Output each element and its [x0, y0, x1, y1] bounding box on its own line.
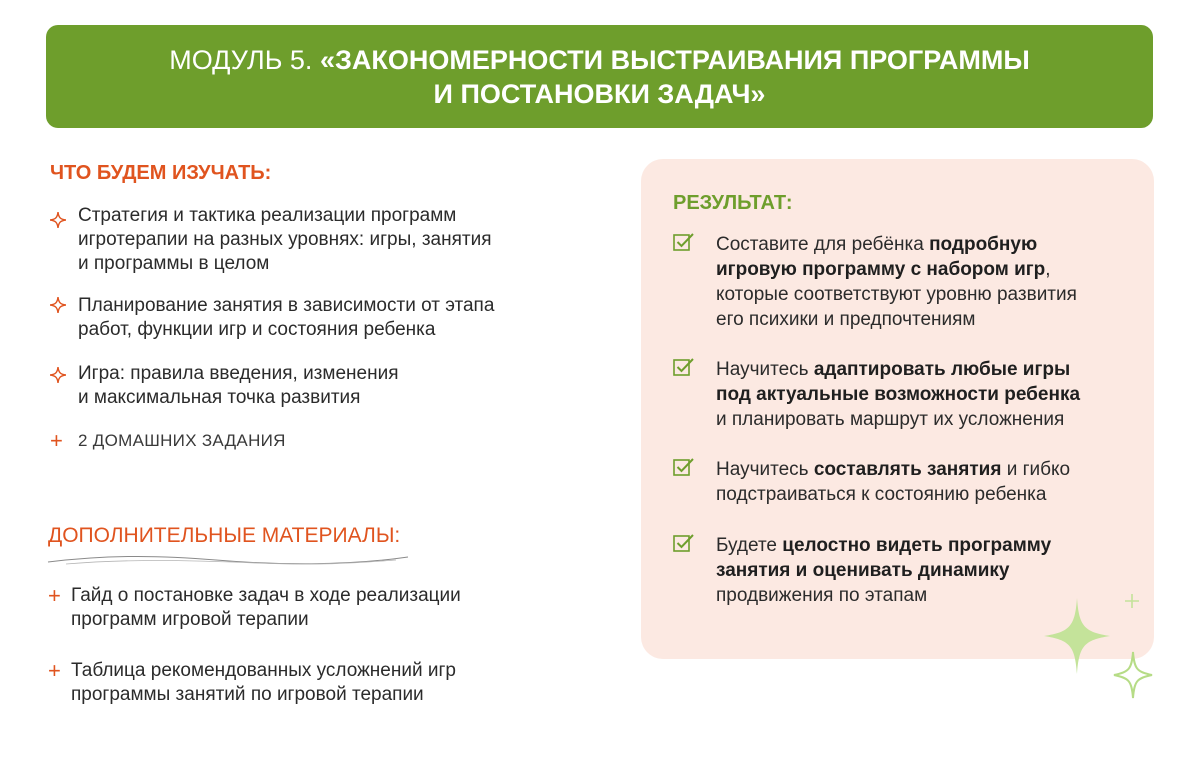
result-item-2-bold-2: под актуальные возможности ребенка: [716, 384, 1081, 405]
extra-item-1: [71, 584, 461, 632]
result-item-3: [716, 457, 1146, 507]
learn-item-3-line-1: Игра: правила введения, изменения: [78, 363, 399, 384]
learn-item-2-line-1: Планирование занятия в зависимости от этапа: [78, 295, 495, 316]
result-item-4: [716, 533, 1146, 608]
checkbox-checked-icon: [673, 232, 695, 252]
checkbox-checked-icon: [673, 357, 695, 377]
homework-count: 2 ДОМАШНИХ ЗАДАНИЯ: [78, 431, 286, 450]
checkbox-checked-icon: [673, 533, 695, 553]
result-item-3-text-1: Научитесь: [716, 459, 814, 480]
banner-title-1: «ЗАКОНОМЕРНОСТИ ВЫСТРАИВАНИЯ ПРОГРАММЫ: [319, 44, 1030, 75]
result-item-4-bold-1: целостно видеть программу: [782, 535, 1052, 556]
result-item-4-text-1: Будете: [716, 535, 783, 556]
small-plus-sparkle-icon: [1124, 593, 1140, 609]
result-item-4-bold-2: занятия и оценивать динамику: [716, 560, 1010, 581]
extra-item-2: [71, 659, 456, 707]
result-item-2-text-1: Научитесь: [716, 359, 814, 380]
result-item-2-bold-1: адаптировать любые игры: [813, 359, 1071, 380]
learn-heading: ЧТО БУДЕМ ИЗУЧАТЬ:: [50, 162, 272, 184]
result-item-1-bold-1: подробную: [929, 234, 1038, 255]
learn-item-3: [78, 362, 398, 410]
result-item-1: [716, 232, 1146, 332]
plus-icon: +: [48, 658, 61, 683]
result-item-1-line-3: которые соответствуют уровню развития: [716, 284, 1077, 305]
sparkle-bullet-icon: [50, 297, 66, 313]
learn-item-1-line-2: игротерапии на разных уровнях: игры, занятия: [78, 229, 492, 250]
result-item-1-text-2: ,: [1045, 259, 1051, 280]
plus-icon: +: [50, 428, 63, 453]
banner-prefix: МОДУЛЬ 5.: [169, 44, 320, 75]
result-item-1-text-1: Составите для ребёнка: [716, 234, 930, 255]
plus-icon: +: [48, 583, 61, 608]
sparkle-outline-icon: [1113, 651, 1153, 699]
result-item-1-line-4: его психики и предпочтениям: [716, 309, 976, 330]
squiggle-underline-icon: [46, 552, 411, 568]
banner-title-2: И ПОСТАНОВКИ ЗАДАЧ»: [433, 78, 766, 109]
result-item-1-bold-2: игровую программу с набором игр: [716, 259, 1046, 280]
extra-heading: ДОПОЛНИТЕЛЬНЫЕ МАТЕРИАЛЫ:: [48, 524, 401, 547]
result-item-2: [716, 357, 1146, 432]
sparkle-large-icon: [1044, 598, 1110, 674]
result-item-3-text-2: и гибко: [1001, 459, 1071, 480]
learn-item-1-line-3: и программы в целом: [78, 253, 270, 274]
result-item-2-line-3: и планировать маршрут их усложнения: [716, 409, 1065, 430]
extra-item-2-line-1: Таблица рекомендованных усложнений игр: [71, 660, 456, 681]
learn-item-1-line-1: Стратегия и тактика реализации программ: [78, 205, 457, 226]
learn-item-2: [78, 294, 494, 342]
checkbox-checked-icon: [673, 457, 695, 477]
result-item-2-line-1: [716, 357, 1146, 382]
result-item-3-line-2: подстраиваться к состоянию ребенка: [716, 484, 1047, 505]
sparkle-bullet-icon: [50, 212, 66, 228]
sparkle-bullet-icon: [50, 367, 66, 383]
learn-item-3-line-2: и максимальная точка развития: [78, 387, 361, 408]
result-item-3-bold-1: составлять занятия: [813, 459, 1002, 480]
module-banner: [46, 25, 1153, 128]
result-item-4-line-3: продвижения по этапам: [716, 585, 928, 606]
result-item-2-line-2: [716, 382, 1146, 407]
result-item-1-line-2: [716, 257, 1146, 282]
banner-line-1: [169, 43, 1030, 77]
result-item-1-line-1: [716, 232, 1146, 257]
learn-item-2-line-2: работ, функции игр и состояния ребенка: [78, 319, 436, 340]
extra-item-1-line-1: Гайд о постановке задач в ходе реализации: [71, 585, 461, 606]
result-item-4-line-1: [716, 533, 1146, 558]
extra-item-1-line-2: программ игровой терапии: [71, 609, 309, 630]
result-heading: РЕЗУЛЬТАТ:: [673, 192, 793, 214]
extra-item-2-line-2: программы занятий по игровой терапии: [71, 684, 424, 705]
result-item-3-line-1: [716, 457, 1146, 482]
learn-item-1: [78, 204, 491, 276]
result-item-4-line-2: [716, 558, 1146, 583]
